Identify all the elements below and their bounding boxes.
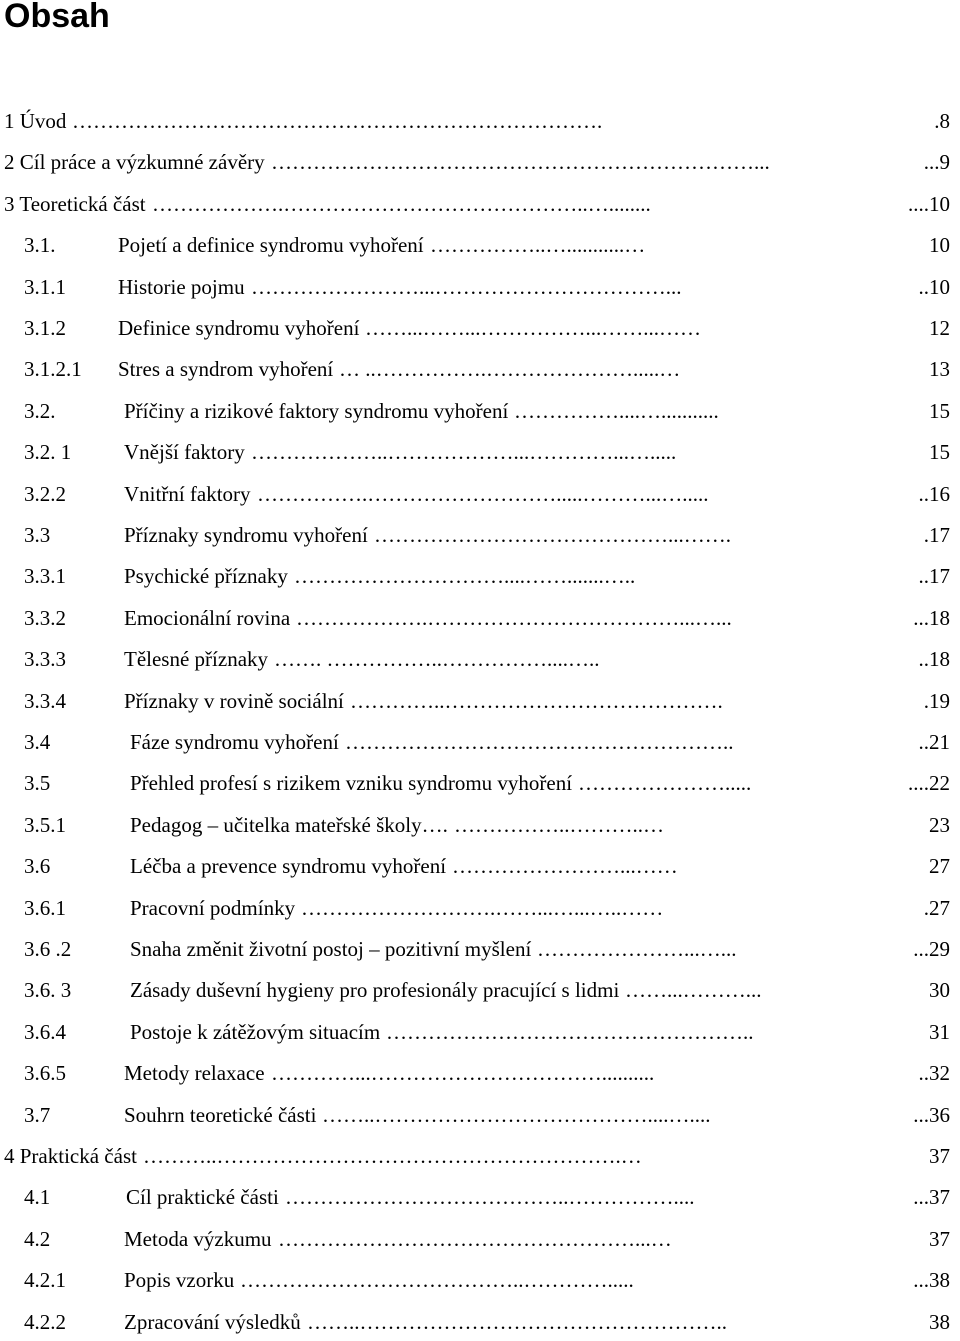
toc-entry-title: Metoda výzkumu bbox=[124, 1226, 272, 1251]
toc-entry-page: ...18 bbox=[913, 605, 950, 630]
toc-entry-page: .19 bbox=[923, 688, 950, 713]
toc-entry bbox=[0, 725, 960, 759]
toc-dot-leader: ………………..………………...…………...…..... bbox=[251, 440, 677, 465]
toc-entry-number: 3.1.1 bbox=[24, 274, 66, 299]
toc-entry-title: Psychické příznaky bbox=[124, 564, 288, 589]
toc-dot-leader: …………………………………..…………..... bbox=[240, 1268, 634, 1293]
toc-dot-leader: ……...………... bbox=[625, 978, 762, 1003]
toc-entry bbox=[0, 601, 960, 635]
toc-entry-number: 4.2.1 bbox=[24, 1268, 66, 1293]
toc-entry-number: 3.7 bbox=[24, 1102, 51, 1127]
toc-entry-number: 3.3.2 bbox=[24, 605, 66, 630]
toc-entry bbox=[0, 477, 960, 511]
toc-entry-title: Emocionální rovina bbox=[124, 605, 291, 630]
toc-entry-page: ..18 bbox=[918, 647, 950, 672]
toc-dot-leader: ……………....…........... bbox=[514, 398, 719, 423]
toc-dot-leader: …………..…………………………………. bbox=[350, 688, 723, 713]
toc-dot-leader: ……………………...……………………………... bbox=[251, 274, 682, 299]
toc-dot-leader: ……. ……………..……………....….. bbox=[274, 647, 600, 672]
toc-entry bbox=[0, 104, 960, 138]
toc-entry-number: 4.2.2 bbox=[24, 1309, 66, 1334]
toc-entry-number: 3.6 .2 bbox=[24, 937, 72, 961]
toc-entry-page: 27 bbox=[929, 854, 950, 879]
toc-entry bbox=[0, 766, 960, 800]
toc-entry bbox=[0, 1139, 960, 1173]
toc-entry-number: 3.6.5 bbox=[24, 1061, 66, 1086]
toc-entry-number: 3.2. 1 bbox=[24, 440, 72, 465]
toc-entry-number: 2 Cíl práce a výzkumné závěry bbox=[4, 150, 265, 175]
toc-entry-number: 3.1. bbox=[24, 233, 56, 258]
toc-dot-leader: …………………..... bbox=[578, 771, 752, 796]
toc-entry-number: 3.6. 3 bbox=[24, 978, 72, 1003]
toc-entry-title: Historie pojmu bbox=[118, 274, 245, 299]
toc-dot-leader: …………………...…... bbox=[537, 937, 737, 961]
toc-dot-leader: ……………………………………………...… bbox=[278, 1226, 672, 1251]
toc-entry-page: .17 bbox=[923, 523, 950, 547]
toc-entry-number: 1 Úvod bbox=[4, 109, 67, 133]
toc-entry-number: 4.1 bbox=[24, 1185, 51, 1210]
toc-entry-page: .8 bbox=[934, 109, 950, 133]
toc-dot-leader: ……………….……………………………………..…........ bbox=[152, 191, 651, 216]
toc-dot-leader: …………………………………………….. bbox=[386, 1019, 754, 1044]
toc-entry bbox=[0, 559, 960, 593]
toc-entry-title: Pedagog – učitelka mateřské školy…. bbox=[130, 812, 448, 837]
toc-entry bbox=[0, 311, 960, 345]
toc-dot-leader: ……………………...…… bbox=[452, 854, 678, 879]
toc-entry-title: Příčiny a rizikové faktory syndromu vyhoření bbox=[124, 398, 509, 423]
toc-entry bbox=[0, 684, 960, 718]
toc-entry-title: Cíl praktické části bbox=[126, 1185, 279, 1210]
toc-entry bbox=[0, 1098, 960, 1132]
toc-entry bbox=[0, 642, 960, 676]
toc-entry-page: 23 bbox=[929, 812, 950, 837]
toc-entry-number: 3.1.2.1 bbox=[24, 357, 82, 382]
toc-entry-page: ...9 bbox=[923, 150, 950, 175]
toc-entry bbox=[0, 1180, 960, 1214]
toc-entry-page: 13 bbox=[929, 357, 950, 382]
toc-entry-title: Vnitřní faktory bbox=[124, 481, 251, 506]
toc-entry bbox=[0, 145, 960, 179]
toc-entry-title: Vnější faktory bbox=[124, 440, 245, 465]
toc-entry-page: 15 bbox=[929, 398, 950, 423]
toc-dot-leader: ………..………………………………………………….… bbox=[143, 1144, 642, 1168]
toc-dot-leader: ……………………………………...……. bbox=[374, 523, 731, 547]
toc-entry-number: 3 Teoretická část bbox=[4, 191, 146, 216]
toc-entry bbox=[0, 270, 960, 304]
toc-entry-title: Zpracování výsledků bbox=[124, 1309, 301, 1334]
toc-entry-page: ..17 bbox=[918, 564, 950, 589]
toc-entry-title: Pracovní podmínky bbox=[130, 895, 296, 920]
toc-entry-title: Přehled profesí s rizikem vzniku syndromu vyhoření bbox=[130, 771, 573, 796]
toc-entry bbox=[0, 1263, 960, 1297]
toc-entry-title: Tělesné příznaky bbox=[124, 647, 269, 672]
toc-entry-page: 10 bbox=[929, 233, 950, 258]
toc-entry-title: Metody relaxace bbox=[124, 1061, 265, 1086]
toc-dot-leader: ……………..…...........… bbox=[430, 233, 646, 258]
toc-entry-number: 4 Praktická část bbox=[4, 1144, 137, 1168]
toc-dot-leader: ……...……...……………...……...…… bbox=[365, 316, 701, 340]
toc-entry-number: 3.6 bbox=[24, 854, 51, 879]
toc-entry-page: ..21 bbox=[918, 730, 950, 754]
toc-dot-leader: ……………….………………………………...…... bbox=[296, 605, 732, 630]
toc-entry-number: 3.2. bbox=[24, 398, 56, 423]
toc-entry-page: ..32 bbox=[918, 1061, 950, 1086]
toc-dot-leader: …………………………....…….......….. bbox=[294, 564, 636, 589]
toc-entry-page: ....10 bbox=[908, 191, 950, 216]
toc-entry bbox=[0, 1056, 960, 1090]
toc-entry-page: ...37 bbox=[913, 1185, 950, 1210]
toc-entry-title: Popis vzorku bbox=[124, 1268, 235, 1293]
toc-entry-title: Definice syndromu vyhoření bbox=[118, 316, 360, 340]
toc-entry-number: 3.2.2 bbox=[24, 481, 66, 506]
toc-entry-page: 12 bbox=[929, 316, 950, 340]
toc-entry-number: 3.3.4 bbox=[24, 688, 66, 713]
toc-entry bbox=[0, 1222, 960, 1256]
toc-entry bbox=[0, 228, 960, 262]
toc-entry-page: .27 bbox=[923, 895, 950, 920]
toc-entry-page: ...36 bbox=[913, 1102, 950, 1127]
toc-entry-page: ....22 bbox=[908, 771, 950, 796]
toc-entry-page: ...38 bbox=[913, 1268, 950, 1293]
toc-entry-page: 37 bbox=[929, 1226, 950, 1251]
toc-dot-leader: ……………..………..… bbox=[454, 812, 664, 837]
toc-entry-number: 3.3.3 bbox=[24, 647, 66, 672]
toc-entry-number: 3.5.1 bbox=[24, 812, 66, 837]
toc-entry bbox=[0, 973, 960, 1007]
toc-dot-leader: ……………………………………………….. bbox=[345, 730, 734, 754]
toc-dot-leader: ……..…………………………………....….... bbox=[322, 1102, 711, 1127]
toc-entry-page: 31 bbox=[929, 1019, 950, 1044]
toc-entry bbox=[0, 1305, 960, 1339]
toc-entry-title: Léčba a prevence syndromu vyhoření bbox=[130, 854, 447, 879]
toc-dot-leader: ……………………….……...…...…..…… bbox=[301, 895, 664, 920]
toc-entry-number: 3.6.4 bbox=[24, 1019, 66, 1044]
toc-entry bbox=[0, 435, 960, 469]
toc-entry-title: Příznaky syndromu vyhoření bbox=[124, 523, 368, 547]
toc-entry-title: Fáze syndromu vyhoření bbox=[130, 730, 339, 754]
toc-entry-number: 3.5 bbox=[24, 771, 51, 796]
toc-entry-number: 3.4 bbox=[24, 730, 51, 754]
toc-entry bbox=[0, 352, 960, 386]
toc-entry-title: Souhrn teoretické části bbox=[124, 1102, 317, 1127]
toc-entry bbox=[0, 187, 960, 221]
page-title: Obsah bbox=[4, 0, 110, 35]
toc-entry bbox=[0, 394, 960, 428]
toc-entry bbox=[0, 518, 960, 552]
toc-entry-page: ..16 bbox=[918, 481, 950, 506]
toc-dot-leader: …………….……………………….....………...…..... bbox=[257, 481, 709, 506]
toc-dot-leader: …………...…………………………….......... bbox=[271, 1061, 655, 1086]
toc-entry-page: 37 bbox=[929, 1144, 950, 1168]
toc-entry-page: ...29 bbox=[913, 937, 950, 961]
toc-entry-title: Postoje k zátěžovým situacím bbox=[130, 1019, 381, 1044]
toc-entry bbox=[0, 849, 960, 883]
toc-dot-leader: ……………………………………………………………... bbox=[271, 150, 770, 175]
toc-entry-page: ..10 bbox=[918, 274, 950, 299]
toc-entry-number: 3.6.1 bbox=[24, 895, 66, 920]
toc-dot-leader: …………………………………..…………….... bbox=[285, 1185, 695, 1210]
toc-dot-leader: ……..…………………………………………….. bbox=[307, 1309, 727, 1334]
toc-entry-number: 3.3.1 bbox=[24, 564, 66, 589]
toc-dot-leader: …………………………………………………………………. bbox=[72, 109, 603, 133]
toc-entry-page: 30 bbox=[929, 978, 950, 1003]
toc-entry-title: Zásady duševní hygieny pro profesionály pracující s lidmi bbox=[130, 978, 620, 1003]
toc-entry-title: Stres a syndrom vyhoření bbox=[118, 357, 334, 382]
toc-entry bbox=[0, 932, 960, 966]
toc-dot-leader: … ..…………….………………….....… bbox=[339, 357, 681, 382]
toc-entry-page: 15 bbox=[929, 440, 950, 465]
toc-entry-title: Snaha změnit životní postoj – pozitivní myšlení bbox=[130, 937, 532, 961]
toc-entry bbox=[0, 808, 960, 842]
toc-entry bbox=[0, 1015, 960, 1049]
toc-entry-title: Příznaky v rovině sociální bbox=[124, 688, 344, 713]
toc-entry bbox=[0, 891, 960, 925]
toc-entry-number: 4.2 bbox=[24, 1226, 51, 1251]
toc-entry-title: Pojetí a definice syndromu vyhoření bbox=[118, 233, 424, 258]
toc-entry-number: 3.3 bbox=[24, 523, 51, 547]
toc-entry-number: 3.1.2 bbox=[24, 316, 66, 340]
toc-entry-page: 38 bbox=[929, 1309, 950, 1334]
